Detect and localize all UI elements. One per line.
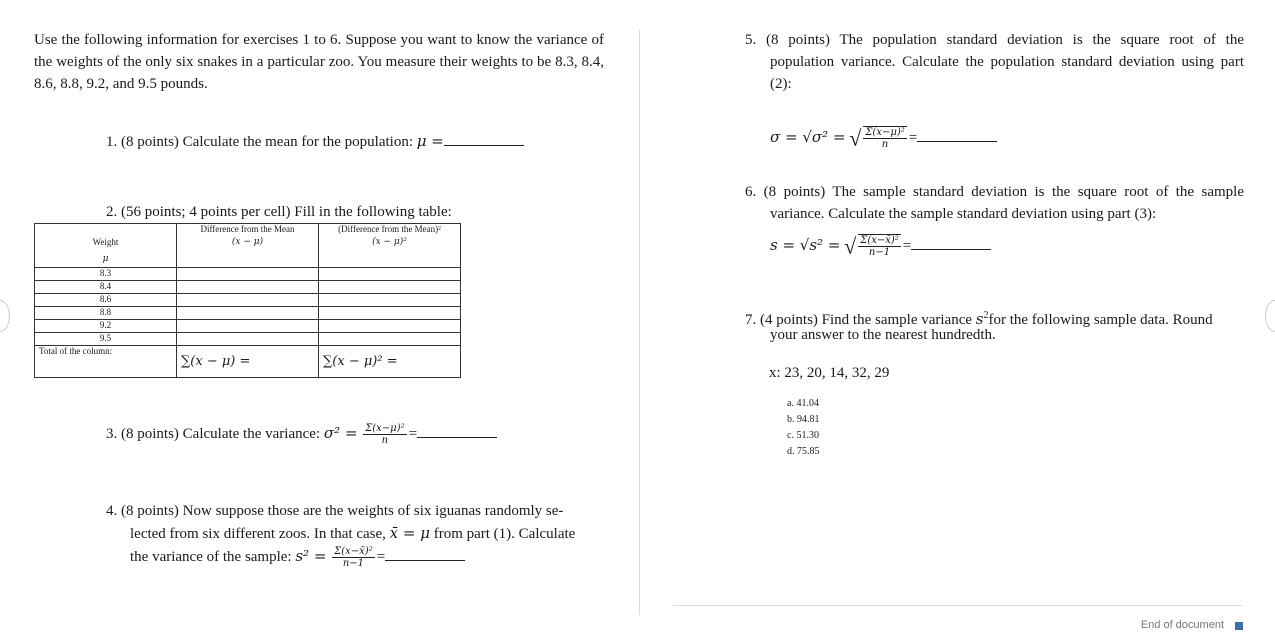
question-3	[106, 422, 497, 447]
q6-fraction	[858, 234, 901, 259]
table-row	[35, 307, 461, 320]
sqrt-icon: √	[849, 125, 862, 151]
q3-numerator: Σ(x−μ)²	[365, 422, 405, 434]
squared-cell[interactable]	[319, 307, 461, 320]
table-row	[35, 281, 461, 294]
weight-cell: 8.4	[35, 281, 177, 294]
difference-cell[interactable]	[177, 333, 319, 346]
option-a[interactable]: a. 41.04	[787, 398, 819, 409]
question-5-line3: (2):	[770, 76, 792, 92]
squared-cell[interactable]	[319, 320, 461, 333]
question-4-line2	[130, 522, 575, 545]
squared-cell[interactable]	[319, 333, 461, 346]
question-5-formula	[770, 126, 997, 151]
header-weight	[35, 224, 177, 268]
option-c[interactable]: c. 51.30	[787, 430, 819, 441]
q5-lhs: σ = √σ² =	[770, 128, 846, 146]
q5-answer-blank[interactable]	[917, 127, 997, 142]
question-4-line3	[130, 545, 465, 570]
header-weight-label: Weight	[92, 237, 119, 247]
q5-numerator: Σ(x−μ)²	[865, 127, 905, 139]
header-difference-symbol: (x − μ)	[231, 237, 264, 247]
squared-cell[interactable]	[319, 294, 461, 307]
weight-cell: 9.2	[35, 320, 177, 333]
q3-answer-blank[interactable]	[417, 423, 497, 438]
q4-line2-text: lected from six different zoos. In that case,	[130, 526, 386, 542]
header-weight-symbol: μ	[102, 254, 109, 264]
sum-difference-cell[interactable]: ∑(x − μ) =	[177, 346, 319, 378]
q3-equals: =	[408, 426, 418, 442]
total-label: Total of the column:	[35, 346, 177, 378]
question-2: 2. (56 points; 4 points per cell) Fill in the following table:	[106, 204, 452, 220]
q3-fraction	[363, 423, 406, 447]
difference-cell[interactable]	[177, 281, 319, 294]
question-4-line1: 4. (8 points) Now suppose those are the weights of six iguanas randomly se-	[106, 503, 564, 519]
option-b[interactable]: b. 94.81	[787, 414, 820, 425]
q4-line2-tail: from part (1). Calculate	[433, 526, 576, 542]
table-total-row	[35, 346, 461, 378]
q5-equals: =	[908, 130, 918, 146]
option-d[interactable]: d. 75.85	[787, 446, 820, 457]
q4-answer-blank[interactable]	[385, 546, 465, 561]
q7-symbol: s	[975, 310, 984, 328]
question-6-line2: variance. Calculate the sample standard deviation using part (3):	[770, 206, 1157, 222]
table-row	[35, 268, 461, 281]
difference-cell[interactable]	[177, 268, 319, 281]
q3-denominator: n	[381, 434, 389, 446]
squared-cell[interactable]	[319, 281, 461, 294]
end-marker-icon	[1235, 622, 1243, 630]
difference-cell[interactable]	[177, 307, 319, 320]
next-page-handle[interactable]	[1265, 300, 1275, 332]
question-6-formula	[770, 234, 991, 259]
question-5-line1: 5. (8 points) The population standard deviation is the square root of the	[745, 32, 1244, 48]
header-squared-symbol: (x − μ)²	[372, 237, 407, 247]
q3-text: 3. (8 points) Calculate the variance:	[106, 426, 321, 442]
q4-line2-formula: x̄ = μ	[389, 524, 430, 542]
intro-paragraph: Use the following information for exercises 1 to 6. Suppose you want to know the variance of the weights of the only six snakes in a particular zoo. You measure their weights to be 8.3, 8.4, 8.6, 8.8, 9.2, and 9.5 pounds.	[34, 32, 604, 92]
question-6-line1: 6. (8 points) The sample standard deviation is the square root of the sample	[745, 184, 1244, 200]
header-difference-label: Difference from the Mean	[200, 224, 295, 234]
q6-answer-blank[interactable]	[911, 235, 991, 250]
q7-text: 7. (4 points) Find the sample variance	[745, 312, 973, 328]
weight-cell: 8.6	[35, 294, 177, 307]
weight-cell: 8.8	[35, 307, 177, 320]
q4-denominator: n−1	[342, 557, 365, 569]
q4-text: the variance of the sample:	[130, 549, 292, 565]
sqrt-icon: √	[844, 233, 857, 259]
table-header-row	[35, 224, 461, 268]
table-row	[35, 294, 461, 307]
q1-answer-blank[interactable]	[444, 131, 524, 146]
q6-equals: =	[902, 238, 912, 254]
q1-text: 1. (8 points) Calculate the mean for the population:	[106, 134, 414, 150]
q7-options	[787, 396, 820, 460]
question-7-line2: your answer to the nearest hundredth.	[770, 327, 996, 343]
q7-sample-data: x: 23, 20, 14, 32, 29	[769, 365, 890, 381]
q5-fraction	[863, 126, 906, 151]
footer-rule	[673, 605, 1243, 606]
header-squared-label: (Difference from the Mean)²	[338, 224, 441, 234]
column-divider	[639, 30, 640, 615]
table-row	[35, 320, 461, 333]
q4-numerator: Σ(x−x̄)²	[334, 545, 373, 557]
table-row	[35, 333, 461, 346]
header-squared	[319, 224, 461, 268]
q5-denominator: n	[881, 139, 889, 151]
squared-cell[interactable]	[319, 268, 461, 281]
prev-page-handle[interactable]	[0, 300, 10, 332]
q4-equals: =	[376, 549, 386, 565]
q7-superscript: 2	[983, 310, 989, 321]
header-difference	[177, 224, 319, 268]
q7-text-tail: for the following sample data. Round	[988, 312, 1213, 328]
question-1	[106, 130, 524, 153]
deviation-table	[34, 223, 461, 378]
q6-lhs: s = √s² =	[770, 236, 841, 254]
end-of-document-label: End of document	[1140, 619, 1224, 631]
sum-squared-cell[interactable]: ∑(x − μ)² =	[319, 346, 461, 378]
difference-cell[interactable]	[177, 294, 319, 307]
q4-lhs: s² =	[295, 547, 327, 565]
difference-cell[interactable]	[177, 320, 319, 333]
q3-lhs: σ² =	[323, 424, 358, 442]
q6-denominator: n−1	[868, 247, 891, 259]
weight-cell: 9.5	[35, 333, 177, 346]
q6-numerator: Σ(x−x̄)²	[860, 235, 899, 247]
question-5-line2: population variance. Calculate the population standard deviation using part	[770, 54, 1244, 70]
q1-formula: μ =	[416, 132, 444, 150]
q4-fraction	[332, 546, 375, 570]
weight-cell: 8.3	[35, 268, 177, 281]
